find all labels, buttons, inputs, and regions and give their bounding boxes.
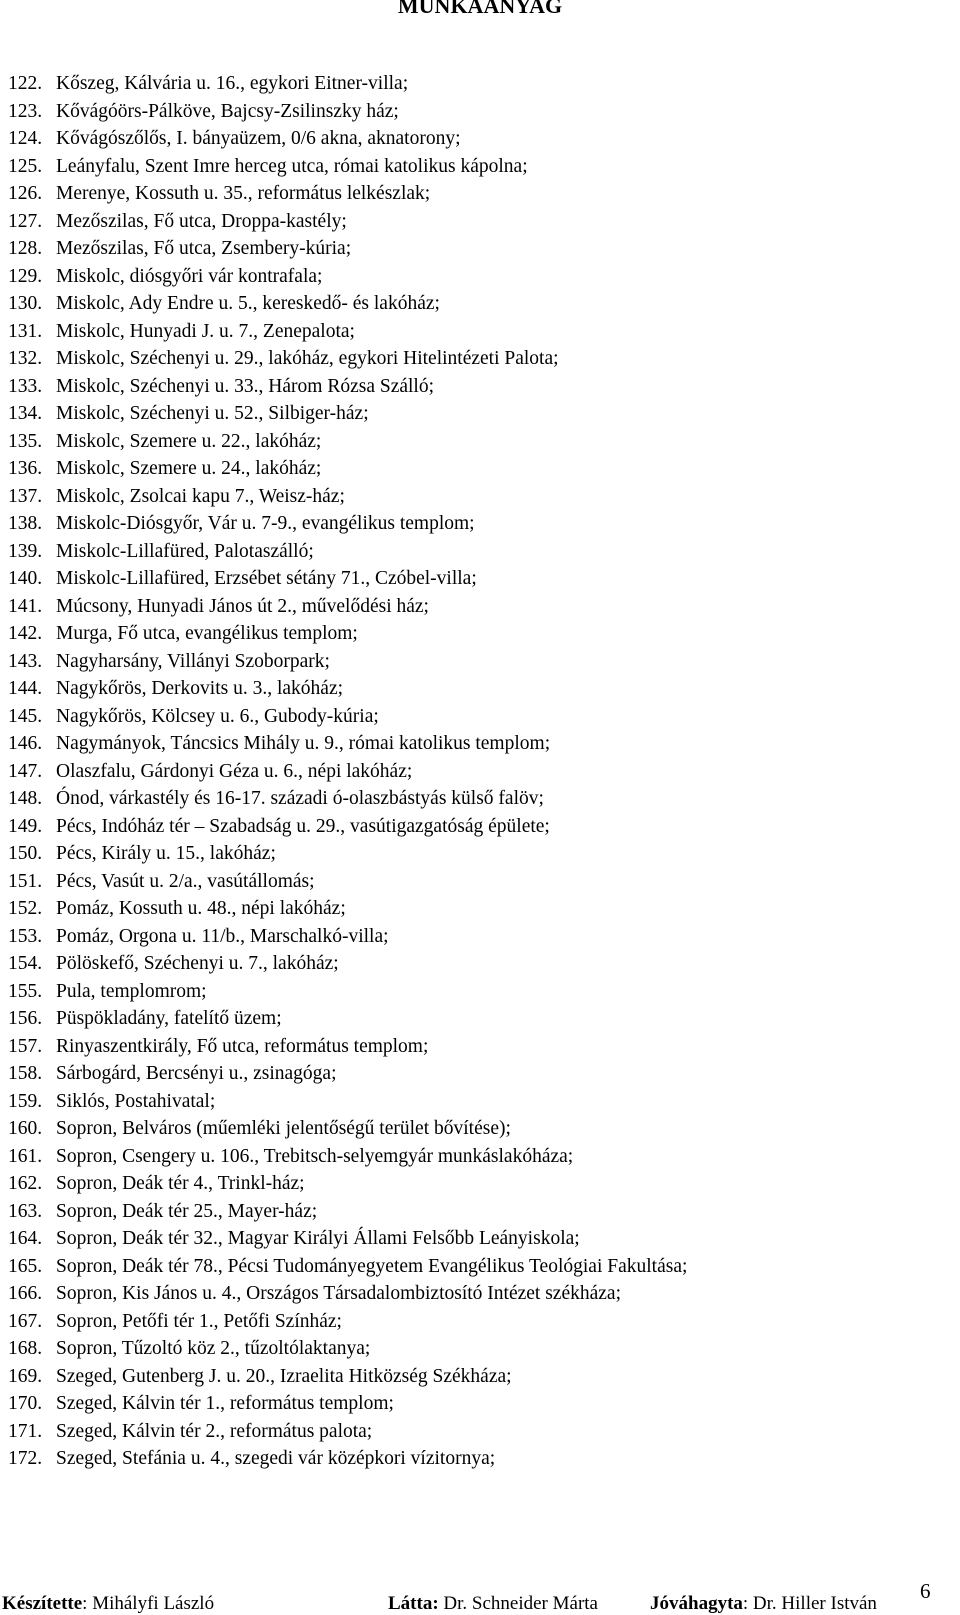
footer-seen-label: Látta: [388, 1593, 439, 1614]
list-item-number: 162. [8, 1173, 43, 1194]
list-item-number: 138. [8, 513, 43, 534]
list-item [8, 98, 948, 126]
list-item-number: 159. [8, 1090, 43, 1112]
list-item [8, 648, 948, 676]
list-item [8, 70, 948, 98]
list-item [8, 923, 948, 951]
list-item-number: 130. [8, 293, 43, 314]
list-item-text: Miskolc, Ady Endre u. 5., kereskedő- és lakóház; [56, 293, 440, 314]
list-item-text: Murga, Fő utca, evangélikus templom; [56, 623, 358, 644]
list-item [8, 620, 948, 648]
list-item-number: 163. [8, 1200, 43, 1222]
list-item [8, 703, 948, 731]
list-item-text: Leányfalu, Szent Imre herceg utca, római katolikus kápolna; [56, 155, 528, 177]
list-item-text: Miskolc, Zsolcai kapu 7., Weisz-ház; [56, 485, 345, 507]
list-item-text: Szeged, Gutenberg J. u. 20., Izraelita Hitközség Székháza; [56, 1365, 512, 1387]
page-number: 6 [920, 1579, 931, 1603]
list-item-number: 128. [8, 238, 43, 259]
list-item-number: 172. [8, 1448, 43, 1469]
list-item [8, 428, 948, 456]
list-item-number: 148. [8, 788, 43, 809]
list-item [8, 538, 948, 566]
footer-seen-name: Dr. Schneider Márta [438, 1593, 598, 1614]
list-item-text: Nagykőrös, Derkovits u. 3., lakóház; [56, 678, 344, 699]
list-item-text: Mezőszilas, Fő utca, Zsembery-kúria; [56, 238, 352, 259]
list-item-number: 149. [8, 815, 43, 837]
list-item-text: Miskolc, Széchenyi u. 29., lakóház, egykori Hitelintézeti Palota; [56, 348, 559, 369]
list-item [8, 1363, 948, 1391]
list-item [8, 345, 948, 373]
list-item-text: Pécs, Indóház tér – Szabadság u. 29., vasútigazgatóság épülete; [56, 815, 550, 837]
list-item [8, 1390, 948, 1418]
footer-approved-name: : Dr. Hiller István [742, 1593, 877, 1614]
list-item-number: 165. [8, 1255, 43, 1277]
list-item [8, 730, 948, 758]
list-item-text: Miskolc, Hunyadi J. u. 7., Zenepalota; [56, 320, 355, 342]
list-item-text: Nagymányok, Táncsics Mihály u. 9., római katolikus templom; [56, 733, 551, 754]
list-item-number: 158. [8, 1063, 43, 1084]
list-item-number: 124. [8, 128, 43, 149]
list-item [8, 290, 948, 318]
list-item-number: 146. [8, 733, 43, 754]
list-item-number: 145. [8, 705, 43, 727]
list-item-text: Miskolc, diósgyőri vár kontrafala; [56, 265, 323, 287]
list-item-text: Sopron, Deák tér 32., Magyar Királyi Állami Felsőbb Leányiskola; [56, 1228, 580, 1249]
list-item-number: 154. [8, 953, 43, 974]
list-item-number: 127. [8, 210, 43, 232]
list-item-text: Szeged, Stefánia u. 4., szegedi vár középkori vízitornya; [56, 1448, 496, 1469]
list-item [8, 373, 948, 401]
list-item-text: Kőszeg, Kálvária u. 16., egykori Eitner-villa; [56, 73, 409, 94]
list-item [8, 1445, 948, 1473]
list-item-text: Nagyharsány, Villányi Szoborpark; [56, 650, 330, 672]
list-item [8, 1088, 948, 1116]
list-item-text: Pomáz, Kossuth u. 48., népi lakóház; [56, 898, 346, 919]
list-item-number: 140. [8, 568, 43, 589]
list-item [8, 895, 948, 923]
list-item-number: 131. [8, 320, 43, 342]
monument-list [8, 70, 948, 1473]
list-item-text: Miskolc, Szemere u. 22., lakóház; [56, 430, 322, 452]
list-item [8, 318, 948, 346]
list-item-number: 160. [8, 1118, 43, 1139]
list-item-number: 144. [8, 678, 43, 699]
footer-prepared-by [2, 1593, 214, 1615]
list-item-text: Sárbogárd, Bercsényi u., zsinagóga; [56, 1063, 337, 1084]
list-item [8, 1198, 948, 1226]
list-item-number: 171. [8, 1420, 43, 1442]
list-item-text: Sopron, Petőfi tér 1., Petőfi Színház; [56, 1310, 342, 1332]
list-item-text: Sopron, Csengery u. 106., Trebitsch-selyemgyár munkáslakóháza; [56, 1145, 574, 1167]
footer-prepared-label: Készítette [2, 1593, 83, 1614]
list-item-number: 155. [8, 980, 43, 1002]
list-item-number: 157. [8, 1035, 43, 1057]
list-item-number: 147. [8, 760, 43, 782]
list-item [8, 455, 948, 483]
list-item-number: 161. [8, 1145, 43, 1167]
list-item [8, 1335, 948, 1363]
list-item-text: Merenye, Kossuth u. 35., református lelkészlak; [56, 183, 431, 204]
footer-approved-by [650, 1593, 877, 1615]
list-item-text: Sopron, Deák tér 78., Pécsi Tudományegyetem Evangélikus Teológiai Fakultása; [56, 1255, 688, 1277]
list-item [8, 263, 948, 291]
list-item [8, 1418, 948, 1446]
list-item [8, 1225, 948, 1253]
list-item-number: 150. [8, 843, 43, 864]
list-item-number: 133. [8, 375, 43, 397]
list-item-number: 129. [8, 265, 43, 287]
list-item [8, 593, 948, 621]
list-item-number: 153. [8, 925, 43, 947]
list-item-text: Szeged, Kálvin tér 2., református palota; [56, 1420, 373, 1442]
list-item-number: 126. [8, 183, 43, 204]
list-item [8, 1280, 948, 1308]
list-item [8, 1115, 948, 1143]
list-item-text: Sopron, Deák tér 25., Mayer-ház; [56, 1200, 318, 1222]
footer-prepared-name: : Mihályfi László [82, 1593, 215, 1614]
list-item [8, 868, 948, 896]
list-item [8, 483, 948, 511]
list-item-number: 122. [8, 73, 43, 94]
list-item-text: Miskolc-Diósgyőr, Vár u. 7-9., evangélikus templom; [56, 513, 475, 534]
list-item-text: Pölöskefő, Széchenyi u. 7., lakóház; [56, 953, 339, 974]
list-item [8, 235, 948, 263]
list-item-text: Miskolc-Lillafüred, Erzsébet sétány 71., Czóbel-villa; [56, 568, 477, 589]
list-item [8, 208, 948, 236]
list-item-number: 139. [8, 540, 43, 562]
list-item-text: Pécs, Vasút u. 2/a., vasútállomás; [56, 870, 315, 892]
list-item [8, 813, 948, 841]
list-item-number: 152. [8, 898, 43, 919]
list-item-number: 167. [8, 1310, 43, 1332]
list-item [8, 510, 948, 538]
list-item [8, 1143, 948, 1171]
list-item-text: Sopron, Kis János u. 4., Országos Társadalombiztosító Intézet székháza; [56, 1283, 622, 1304]
list-item-number: 142. [8, 623, 43, 644]
list-item [8, 758, 948, 786]
list-item-text: Ónod, várkastély és 16-17. századi ó-olaszbástyás külső falöv; [56, 788, 544, 809]
list-item-number: 132. [8, 348, 43, 369]
list-item-text: Miskolc-Lillafüred, Palotaszálló; [56, 540, 314, 562]
list-item-text: Pula, templomrom; [56, 980, 207, 1002]
list-item [8, 125, 948, 153]
list-item-number: 156. [8, 1008, 43, 1029]
list-item-number: 136. [8, 458, 43, 479]
list-item-text: Püspökladány, fatelítő üzem; [56, 1008, 282, 1029]
list-item [8, 950, 948, 978]
list-item-text: Mezőszilas, Fő utca, Droppa-kastély; [56, 210, 347, 232]
list-item-text: Sopron, Belváros (műemléki jelentőségű terület bővítése); [56, 1118, 511, 1139]
list-item-number: 166. [8, 1283, 43, 1304]
list-item-number: 137. [8, 485, 43, 507]
list-item-text: Múcsony, Hunyadi János út 2., művelődési ház; [56, 595, 429, 617]
list-item-number: 125. [8, 155, 43, 177]
list-item [8, 153, 948, 181]
footer-approved-label: Jóváhagyta [650, 1593, 743, 1614]
list-item-number: 141. [8, 595, 43, 617]
list-item [8, 1005, 948, 1033]
list-item-text: Nagykőrös, Kölcsey u. 6., Gubody-kúria; [56, 705, 379, 727]
list-item [8, 1060, 948, 1088]
list-item-text: Szeged, Kálvin tér 1., református templom; [56, 1393, 394, 1414]
list-item-number: 134. [8, 403, 43, 424]
list-item [8, 565, 948, 593]
list-item-text: Kővágóörs-Pálköve, Bajcsy-Zsilinszky ház; [56, 100, 399, 122]
list-item-text: Miskolc, Szemere u. 24., lakóház; [56, 458, 322, 479]
list-item-text: Siklós, Postahivatal; [56, 1090, 216, 1112]
list-item [8, 978, 948, 1006]
list-item [8, 1308, 948, 1336]
list-item-text: Sopron, Deák tér 4., Trinkl-ház; [56, 1173, 305, 1194]
list-item-number: 168. [8, 1338, 43, 1359]
list-item-number: 135. [8, 430, 43, 452]
list-item-number: 151. [8, 870, 43, 892]
list-item [8, 1170, 948, 1198]
list-item-text: Sopron, Tűzoltó köz 2., tűzoltólaktanya; [56, 1338, 371, 1359]
list-item-text: Pécs, Király u. 15., lakóház; [56, 843, 276, 864]
list-item-number: 170. [8, 1393, 43, 1414]
footer-seen-by [388, 1593, 598, 1615]
page-header-title: MUNKAANYAG [397, 0, 563, 18]
list-item [8, 400, 948, 428]
list-item [8, 180, 948, 208]
list-item-text: Olaszfalu, Gárdonyi Géza u. 6., népi lakóház; [56, 760, 413, 782]
list-item [8, 840, 948, 868]
list-item-number: 164. [8, 1228, 43, 1249]
list-item [8, 1253, 948, 1281]
list-item-text: Rinyaszentkirály, Fő utca, református templom; [56, 1035, 429, 1057]
list-item-text: Miskolc, Széchenyi u. 52., Silbiger-ház; [56, 403, 369, 424]
list-item [8, 785, 948, 813]
list-item [8, 675, 948, 703]
list-item [8, 1033, 948, 1061]
list-item-text: Miskolc, Széchenyi u. 33., Három Rózsa Szálló; [56, 375, 435, 397]
list-item-number: 169. [8, 1365, 43, 1387]
list-item-number: 123. [8, 100, 43, 122]
list-item-number: 143. [8, 650, 43, 672]
list-item-text: Pomáz, Orgona u. 11/b., Marschalkó-villa; [56, 925, 389, 947]
list-item-text: Kővágószőlős, I. bányaüzem, 0/6 akna, aknatorony; [56, 128, 461, 149]
